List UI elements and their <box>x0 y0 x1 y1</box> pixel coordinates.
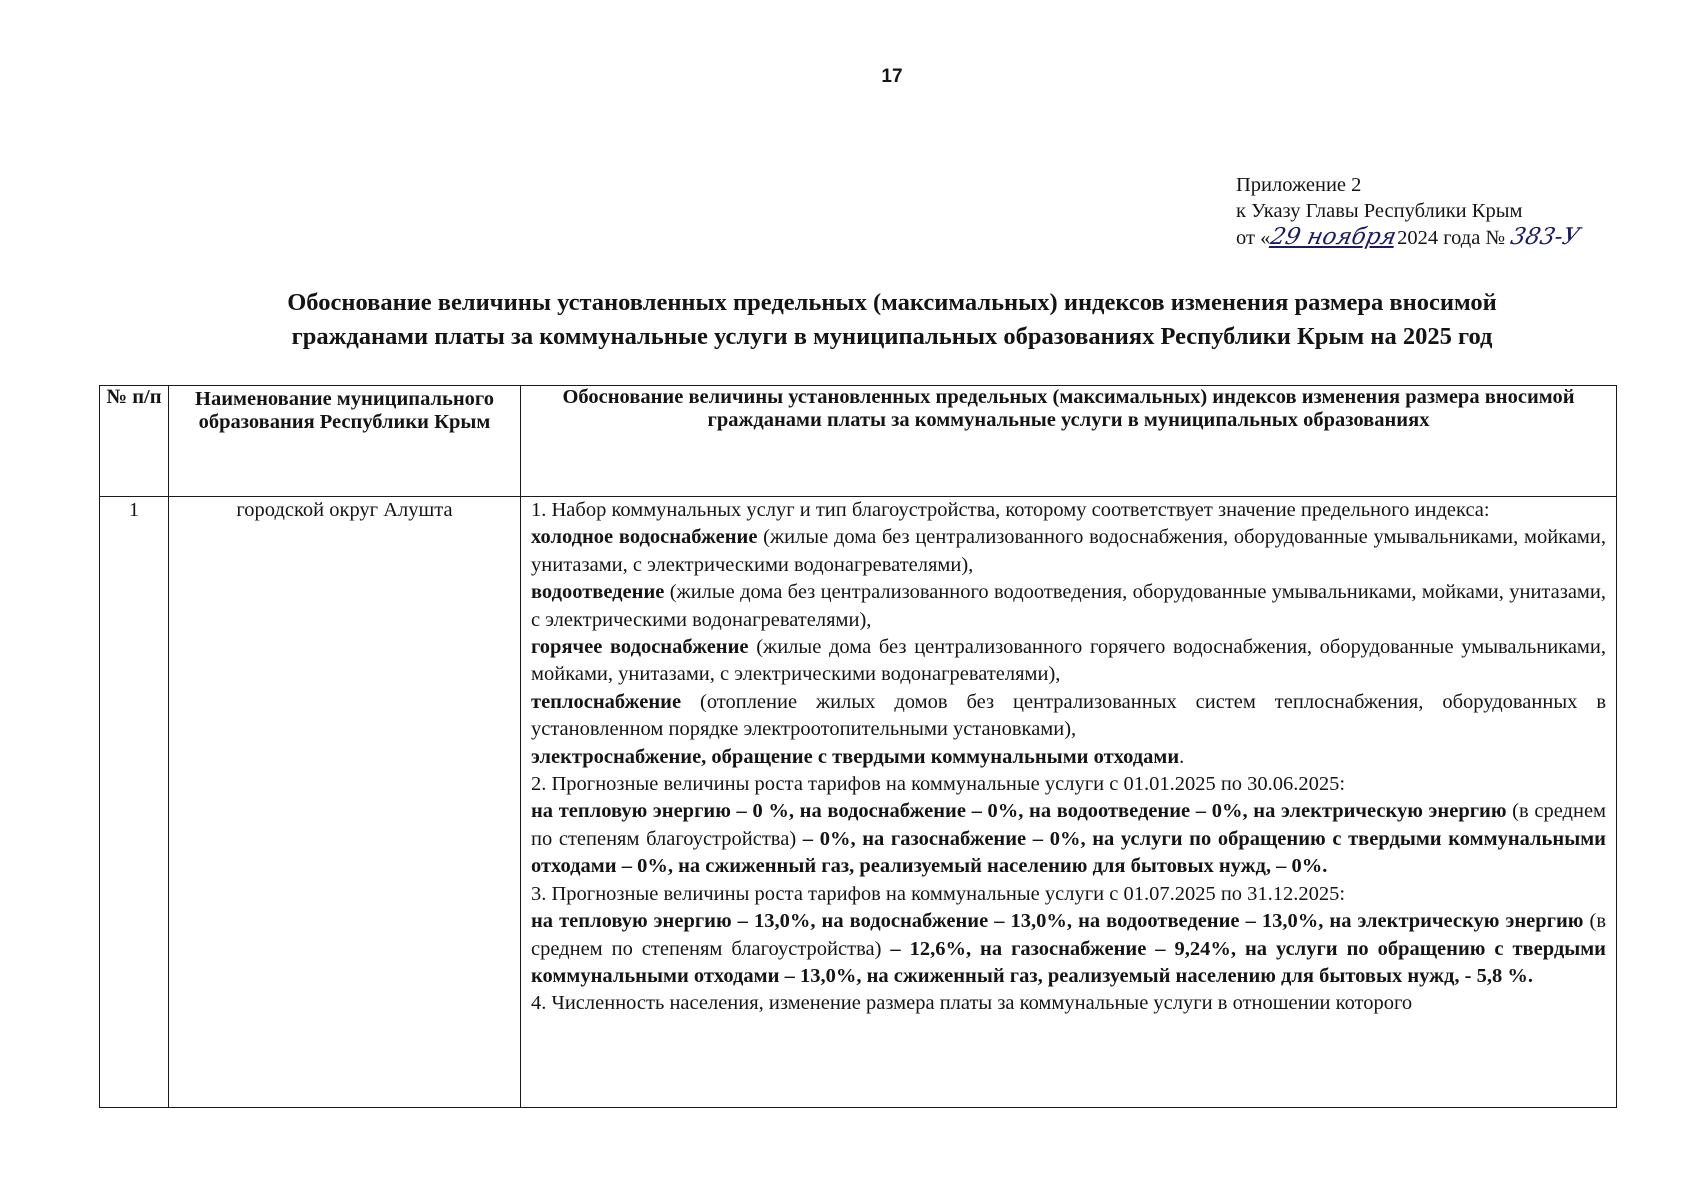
service-heating-desc: (отопление жилых домов без централизованных систем теплоснабжения, оборудованных в установленном порядке электроотопительными установками), <box>531 690 1606 741</box>
service-drainage-label: водоотведение <box>531 581 665 604</box>
annex-line-2: к Указу Главы Республики Крым <box>1236 200 1523 222</box>
document-title <box>100 286 1684 354</box>
section-3-rates-a: на тепловую энергию – 13,0%, на водоснабжение – 13,0%, на водоотведение – 13,0%, на электрическую энергию <box>531 910 1584 933</box>
page-number: 17 <box>881 66 903 87</box>
document-title-line-1: Обоснование величины установленных предельных (максимальных) индексов изменения размера вносимой <box>287 289 1497 316</box>
header-justification: Обоснование величины установленных предельных (максимальных) индексов изменения размера вносимой гражданами платы за коммунальные услуги в муниципальных образованиях <box>521 386 1617 497</box>
service-cold-water-desc: (жилые дома без централизованного водоснабжения, оборудованные умывальниками, мойками, унитазами, с электрическими водонагревателями), <box>531 526 1606 576</box>
service-drainage-desc: (жилые дома без централизованного водоотведения, оборудованные умывальниками, мойками, унитазами, с электрическими водонагревателями), <box>531 581 1606 631</box>
service-cold-water-label: холодное водоснабжение <box>531 526 758 549</box>
row-number: 1 <box>100 497 169 1108</box>
municipality-name: городской округ Алушта <box>169 497 521 1108</box>
document-title-line-2: гражданами платы за коммунальные услуги в муниципальных образованиях Республики Крым на 2025 год <box>291 323 1493 350</box>
service-electricity-waste <box>531 744 1606 771</box>
section-3-note: (в среднем по степеням благоустройства) <box>531 910 1606 960</box>
handwritten-decree-number: 383-У <box>1508 224 1583 250</box>
service-electricity-waste-label: электроснабжение, обращение с твердыми коммунальными отходами <box>531 745 1180 768</box>
section-4-intro: 4. Численность населения, изменение размера платы за коммунальные услуги в отношении которого <box>531 992 1413 1015</box>
table-header-row <box>100 386 1617 497</box>
service-heating-label: теплоснабжение <box>531 690 682 713</box>
annex-date-prefix: от « <box>1236 227 1271 249</box>
section-3-intro: 3. Прогнозные величины роста тарифов на коммунальные услуги с 01.07.2025 по 31.12.2025: <box>531 882 1346 905</box>
section-2-rates-b: – 0%, на газоснабжение – 0%, на услуги по обращению с твердыми коммунальными отходами – 0%, на сжиженный газ, реализуемый населению для бытовых нужд, – 0%. <box>531 827 1606 878</box>
justification-table <box>99 385 1617 1108</box>
service-hot-water <box>531 634 1606 689</box>
header-number: № п/п <box>100 386 169 497</box>
service-hot-water-label: горячее водоснабжение <box>531 636 749 659</box>
section-3-body <box>531 908 1606 990</box>
service-heating <box>531 689 1606 744</box>
annex-block <box>1236 172 1583 251</box>
section-2-body <box>531 798 1606 880</box>
service-electricity-waste-end: . <box>1179 745 1185 768</box>
section-2-intro: 2. Прогнозные величины роста тарифов на коммунальные услуги с 01.01.2025 по 30.06.2025: <box>531 773 1346 796</box>
annex-line-1: Приложение 2 <box>1236 174 1362 196</box>
annex-line-3 <box>1236 224 1583 251</box>
annex-year-label: 2024 года № <box>1397 227 1506 249</box>
service-drainage <box>531 579 1606 634</box>
table-row <box>100 497 1617 1108</box>
service-hot-water-desc: (жилые дома без централизованного горячего водоснабжения, оборудованные умывальниками, мойками, унитазами, с электрическими водонагревателями), <box>531 636 1607 686</box>
handwritten-date: 29 ноября <box>1268 224 1399 250</box>
justification-text <box>521 497 1617 1108</box>
section-2-note: (в среднем по степеням благоустройства) <box>531 800 1607 850</box>
service-cold-water <box>531 524 1606 579</box>
section-3-rates-b: – 12,6%, на газоснабжение – 9,24%, на услуги по обращению с твердыми коммунальными отходами – 13,0%, на сжиженный газ, реализуемый населению для бытовых нужд, - 5,8 %. <box>531 937 1606 987</box>
section-1-intro: 1. Набор коммунальных услуг и тип благоустройства, которому соответствует значение предельного индекса: <box>531 499 1490 521</box>
section-2-rates-a: на тепловую энергию – 0 %, на водоснабжение – 0%, на водоотведение – 0%, на электрическую энергию <box>531 800 1507 823</box>
header-municipality: Наименование муниципального образования Республики Крым <box>169 386 521 497</box>
